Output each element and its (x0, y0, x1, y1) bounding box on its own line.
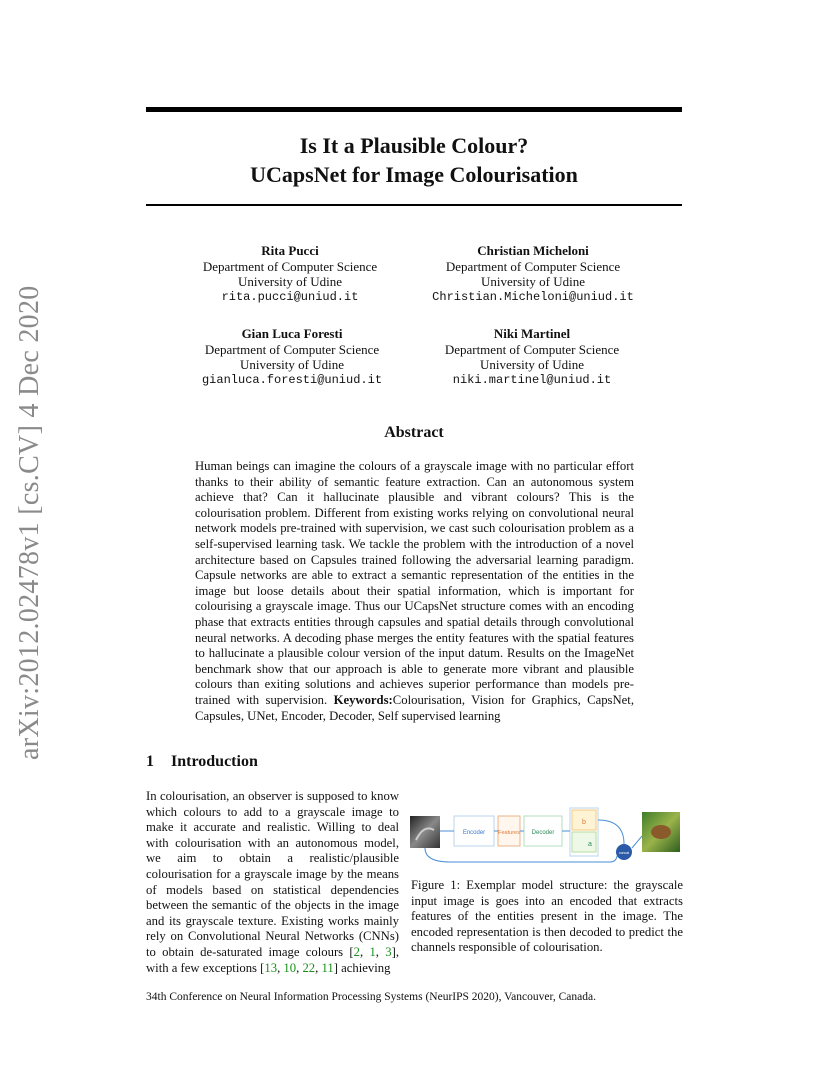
author-block (190, 326, 394, 388)
model-diagram (410, 800, 682, 870)
author-email: rita.pucci@uniud.it (221, 289, 359, 304)
citation-separator: , (296, 960, 303, 975)
author-department: Department of Computer Science (202, 258, 378, 274)
author-university: University of Udine (240, 357, 344, 372)
author-university: University of Udine (481, 274, 585, 289)
intro-text: In colourisation, an observer is supposed to know which colours to add to a grayscale image to make it accurate and realistic. Willing to deal with colourisation with an autonomous model, we aim to obtain a realistic/plausible colourisation for a grayscale image by the means of models based on statistical dependencies between the semantic of the objects in the image and its grayscale texture. Existing works mainly rely on Convolutional Neural Networks (CNNs) to obtain de-saturated image colours [ (146, 789, 399, 959)
figure-1 (410, 800, 682, 870)
author-email: gianluca.foresti@uniud.it (201, 372, 383, 387)
citation-separator: , (315, 960, 322, 975)
abstract-heading: Abstract (384, 424, 444, 441)
decoder-label: Decoder (531, 830, 555, 836)
features-label: Features (498, 830, 520, 836)
author-department: Department of Computer Science (444, 341, 620, 357)
conference-footer: 34th Conference on Neural Information Processing Systems (NeurIPS 2020), Vancouver, Canada. (146, 991, 596, 1003)
section-number: 1 (146, 753, 154, 770)
citation-link[interactable]: 1 (369, 944, 376, 959)
citation-separator: , (375, 944, 386, 959)
author-email: niki.martinel@uniud.it (452, 372, 612, 387)
author-name: Christian Micheloni (477, 243, 589, 258)
author-name: Gian Luca Foresti (241, 326, 343, 341)
section-title: Introduction (171, 753, 258, 770)
title-line-1: Is It a Plausible Colour? (299, 133, 529, 158)
citation-link[interactable]: 10 (283, 960, 297, 975)
encoder-label: Encoder (462, 830, 486, 836)
channel-b-label: b (582, 819, 586, 826)
title-bottom-rule (146, 204, 682, 206)
title-line-2: UCapsNet for Image Colourisation (250, 162, 578, 187)
channel-a-block (572, 832, 596, 852)
abstract-body (195, 459, 634, 724)
citation-separator: , (277, 960, 284, 975)
figure-caption: Figure 1: Exemplar model structure: the grayscale input image is goes into an encoded that extracts features of the entities present in the image. The encoded representation is then decoded to predict the channels responsible of colourisation. (411, 878, 683, 955)
concat-label: concat (618, 851, 630, 855)
author-department: Department of Computer Science (445, 258, 621, 274)
keywords-text: Colourisation, Vision for Graphics, CapsNet, Capsules, UNet, Encoder, Decoder, Self supervised learning (195, 692, 634, 723)
author-department: Department of Computer Science (204, 341, 380, 357)
author-block (420, 243, 646, 305)
intro-paragraph (146, 789, 399, 976)
citation-link[interactable]: 22 (302, 960, 316, 975)
citation-separator: , (359, 944, 370, 959)
arxiv-identifier: arXiv:2012.02478v1 [cs.CV] 4 Dec 2020 (14, 285, 45, 760)
author-university: University of Udine (238, 274, 342, 289)
author-block (190, 243, 390, 305)
section-heading (146, 753, 258, 771)
intro-text: ] achieving (333, 960, 391, 975)
citation-link[interactable]: 11 (321, 960, 334, 975)
paper-title (146, 131, 682, 189)
author-email: Christian.Micheloni@uniud.it (432, 289, 634, 304)
keywords-label: Keywords: (333, 692, 393, 707)
intro-text: ], with a few exceptions [ (146, 944, 399, 975)
citation-link[interactable]: 2 (353, 944, 360, 959)
author-name: Rita Pucci (261, 243, 319, 258)
citation-link[interactable]: 3 (385, 944, 392, 959)
author-name: Niki Martinel (493, 326, 571, 341)
title-top-rule (146, 107, 682, 112)
abstract-text: Human beings can imagine the colours of a grayscale image with no particular effort thanks to their ability of semantic feature extraction. Can an autonomous system achieve that? Can it hallucinate plausible and vibrant colours? This is the colourisation problem. Different from existing works relying on convolutional neural network models pre-trained with supervision, we cast such colourisation problem as a self-supervised learning task. We tackle the problem with the introduction of a novel architecture based on Capsules trained following the adversarial learning paradigm. Capsule networks are able to extract a semantic representation of the entities in the image but loose details about their spatial information, which is important for colourising a grayscale image. Thus our UCapsNet structure comes with an encoding phase that extracts entities through capsules and spatial details through convolutional neural networks. A decoding phase merges the entity features with the spatial features to hallucinate a plausible colour version of the input datum. Results on the ImageNet benchmark show that our approach is able to generate more vibrant and plausible colours than exiting solutions and achieves superior performance than models pre-trained with supervision. (195, 459, 634, 707)
author-university: University of Udine (480, 357, 584, 372)
channel-a-label: a (588, 841, 592, 848)
author-block (430, 326, 634, 388)
citation-link[interactable]: 13 (264, 960, 278, 975)
grayscale-input-image (410, 816, 440, 848)
